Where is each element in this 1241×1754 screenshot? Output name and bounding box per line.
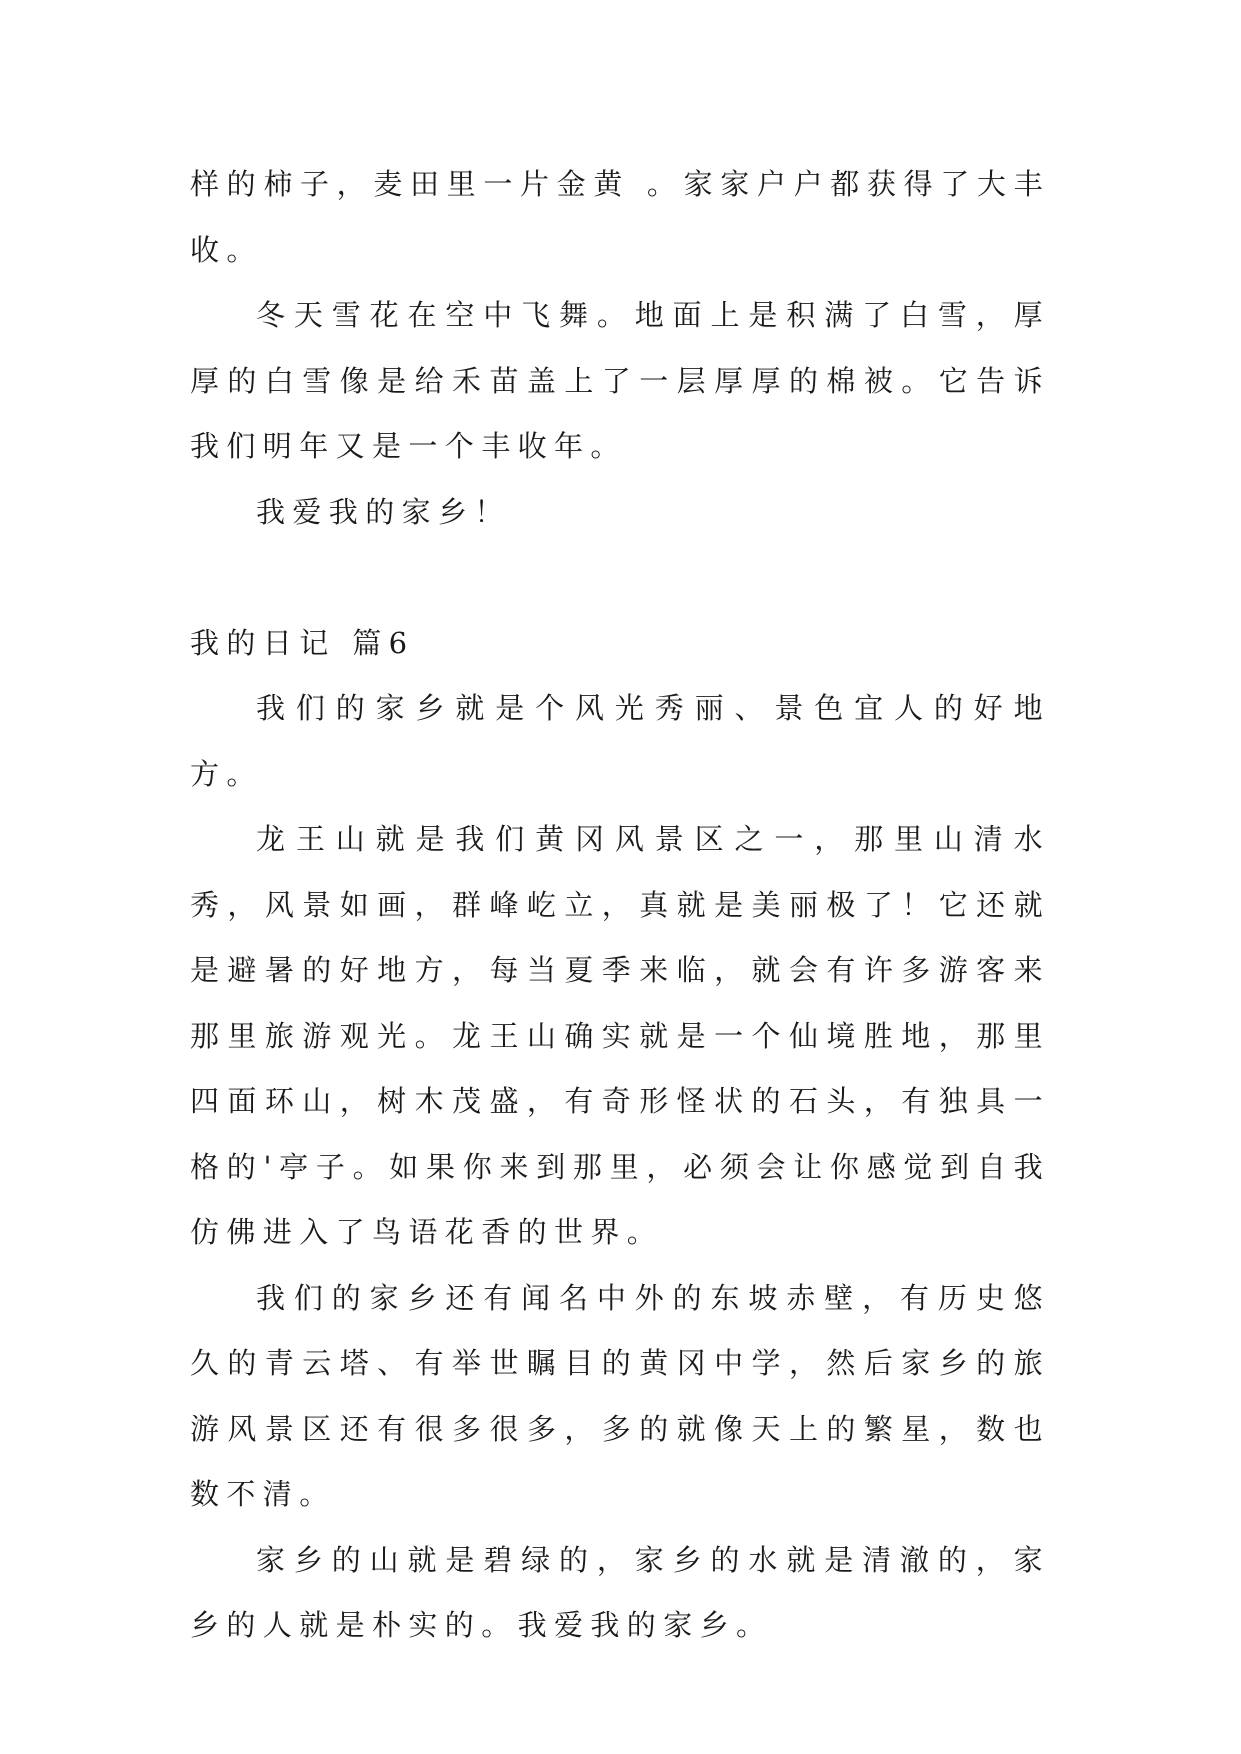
section-heading: 我的日记 篇6	[190, 625, 415, 660]
paragraph-winter: 冬天雪花在空中飞舞。地面上是积满了白雪，厚厚的白雪像是给禾苗盖上了一层厚厚的棉被。它告诉我们明年又是一个丰收年。	[190, 298, 1050, 463]
document-page	[190, 152, 1050, 1659]
paragraph-continuation: 样的柿子，麦田里一片金黄 。家家户户都获得了大丰收。	[190, 167, 1050, 267]
paragraph-attractions: 我们的家乡还有闻名中外的东坡赤壁，有历史悠久的青云塔、有举世瞩目的黄冈中学，然后家乡的旅游风景区还有很多很多，多的就像天上的繁星，数也数不清。	[190, 1280, 1050, 1511]
paragraph-longwang-mountain: 龙王山就是我们黄冈风景区之一，那里山清水秀，风景如画，群峰屹立，真就是美丽极了！它还就是避暑的好地方，每当夏季来临，就会有许多游客来那里旅游观光。龙王山确实就是一个仙境胜地，那里四面环山，树木茂盛，有奇形怪状的石头，有独具一格的'亭子。如果你来到那里，必须会让你感觉到自我仿佛进入了鸟语花香的世界。	[190, 822, 1050, 1249]
section-gap	[190, 545, 1050, 611]
paragraph-intro: 我们的家乡就是个风光秀丽、景色宜人的好地方。	[190, 691, 1050, 791]
paragraph-closing-line: 我爱我的家乡！	[256, 494, 511, 529]
paragraph-conclusion: 家乡的山就是碧绿的，家乡的水就是清澈的，家乡的人就是朴实的。我爱我的家乡。	[190, 1542, 1050, 1642]
